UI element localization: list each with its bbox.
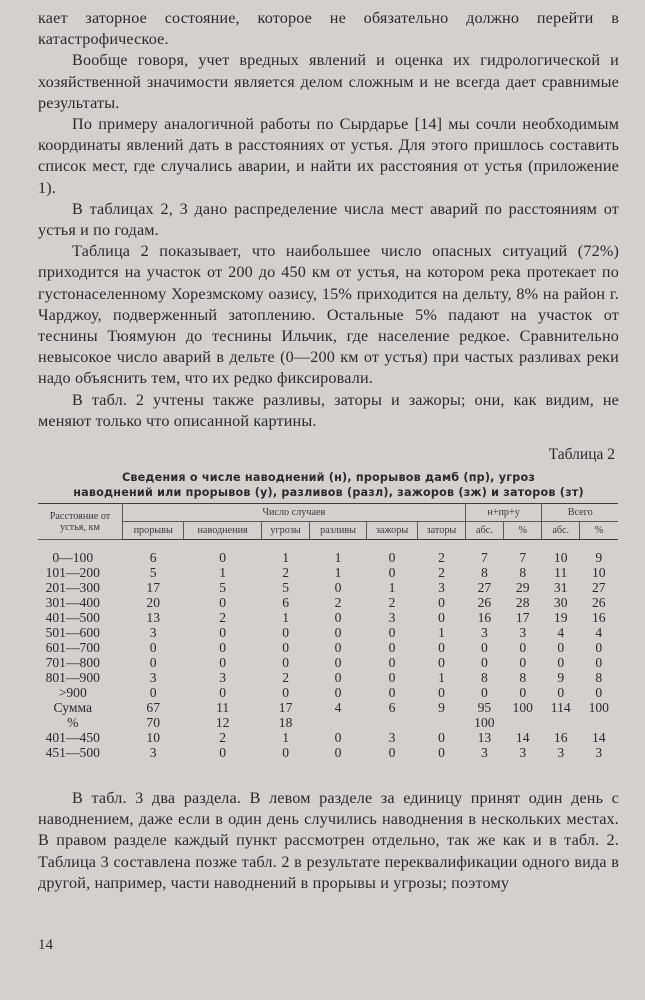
table-cell: 0 xyxy=(595,640,603,656)
table-cell: 6 xyxy=(149,550,157,566)
data-table xyxy=(38,503,618,760)
table-title-line: Сведения о числе наводнений (н), прорывов дамб (пр), угроз xyxy=(121,471,536,485)
table-cell: 0 xyxy=(438,640,445,656)
table-cell: 100 xyxy=(512,700,533,716)
table-cell: 0 xyxy=(480,655,488,671)
table-cell: 17 xyxy=(515,610,530,626)
table-cell: 0 xyxy=(519,655,527,671)
table-cell: 3 xyxy=(438,580,445,596)
table-cell: 2 xyxy=(219,730,227,746)
header-col: % xyxy=(580,522,618,540)
table-cell: 14 xyxy=(591,730,606,746)
table-row xyxy=(38,610,618,625)
table-cell: 0 xyxy=(149,655,157,671)
table-cell: 0 xyxy=(388,550,396,566)
row-distance: 501—600 xyxy=(45,625,100,641)
header-col: разливы xyxy=(310,522,366,540)
row-distance: 401—450 xyxy=(45,730,100,746)
table-row xyxy=(38,625,618,640)
table-cell: 0 xyxy=(557,655,565,671)
row-distance: % xyxy=(67,715,79,731)
table-cell: 1 xyxy=(334,550,342,566)
table-cell: 31 xyxy=(553,580,568,596)
table-cell: 7 xyxy=(480,550,488,566)
table-cell: 0 xyxy=(219,595,227,611)
table-cell: 27 xyxy=(591,580,606,596)
table-row xyxy=(38,745,618,760)
table-cell: 95 xyxy=(477,700,492,716)
table-cell: 0 xyxy=(334,685,342,701)
table-cell: 26 xyxy=(477,595,492,611)
header-col: прорывы xyxy=(123,522,184,540)
table-cell: 0 xyxy=(334,610,342,626)
table-cell: 17 xyxy=(278,700,293,716)
table-cell: 0 xyxy=(557,640,565,656)
table-cell: 11 xyxy=(216,700,230,716)
table-cell: 8 xyxy=(595,670,603,686)
table-row xyxy=(38,540,618,566)
table-cell: 7 xyxy=(519,550,527,566)
row-distance: 401—500 xyxy=(45,610,100,626)
table-title-line: наводнений или прорывов (у), разливов (разл), зажоров (зж) и заторов (зт) xyxy=(73,486,584,500)
table-cell: 100 xyxy=(474,715,495,731)
table-row xyxy=(38,700,618,715)
header-col: абс. xyxy=(465,522,503,540)
table-cell: 3 xyxy=(557,745,565,761)
table-cell: 0 xyxy=(334,730,342,746)
table-cell: 0 xyxy=(149,685,157,701)
table-cell: 12 xyxy=(215,715,230,731)
header-col: зажоры xyxy=(366,522,417,540)
table-cell: 6 xyxy=(388,700,396,716)
table-cell: 20 xyxy=(146,595,160,611)
table-cell: 8 xyxy=(519,670,527,686)
table-cell: 0 xyxy=(438,610,445,626)
table-cell: 0 xyxy=(334,745,342,761)
table-cell: 9 xyxy=(438,700,445,716)
table-cell: 0 xyxy=(388,625,396,641)
table-cell: 0 xyxy=(388,565,396,581)
table-cell: 26 xyxy=(591,595,606,611)
table-row xyxy=(38,670,618,685)
table-cell: 3 xyxy=(519,625,527,641)
table-cell: 0 xyxy=(388,655,396,671)
table-cell: 0 xyxy=(388,685,396,701)
table-row xyxy=(38,685,618,700)
table-cell: 3 xyxy=(219,670,227,686)
table-row xyxy=(38,595,618,610)
row-distance: Сумма xyxy=(53,700,92,716)
table-cell: 28 xyxy=(515,595,530,611)
table-cell: 3 xyxy=(480,745,488,761)
table-cell: 16 xyxy=(591,610,606,626)
table-cell: 1 xyxy=(282,610,289,626)
table-cell: 6 xyxy=(282,595,289,611)
table-cell: 5 xyxy=(282,580,289,596)
table-cell: 3 xyxy=(388,610,396,626)
table-cell: 100 xyxy=(588,700,609,716)
table-cell: 4 xyxy=(595,625,603,641)
table-cell: 3 xyxy=(519,745,527,761)
table-cell: 13 xyxy=(477,730,492,746)
table-cell: 0 xyxy=(282,625,289,641)
paragraph: По примеру аналогичной работы по Сырдарье [14] мы сочли необходимым координаты явлений дать в расстояниях от устья. Для этого пришлось составить список мест, где случались аварии, и найти их расстояния от устья (приложение 1). xyxy=(38,115,619,197)
table-cell: 114 xyxy=(550,700,571,716)
table-cell: 17 xyxy=(146,580,160,596)
table-caption: Таблица 2 xyxy=(548,446,615,464)
paragraph: В табл. 2 учтены также разливы, заторы и зажоры; они, как видим, не меняют только что описанной картины. xyxy=(38,390,619,430)
table-cell: 11 xyxy=(554,565,568,581)
table-cell: 27 xyxy=(477,580,492,596)
table-cell: 0 xyxy=(219,640,227,656)
paragraph: Таблица 2 показывает, что наибольшее число опасных ситуаций (72%) приходится на участок от 200 до 450 км от устья, на котором река протекает по густонаселенному Хорезмскому оазису, 15% приходится на дельту, 8% на район г. Чарджоу, подверженный затоплению. Остальные 5% падают на участок от теснины Тюямуюн до теснины Ильчик, где население редкое. Сравнительно невысокое число аварий в дельте (0—200 км от устья) при частых разливах реки надо объяснить тем, что их редко фиксировали. xyxy=(38,242,619,388)
table-title xyxy=(38,470,619,500)
table-cell: 19 xyxy=(553,610,568,626)
table-cell: 10 xyxy=(146,730,160,746)
table-cell xyxy=(504,715,542,730)
table-cell: 9 xyxy=(557,670,565,686)
table-cell: 0 xyxy=(438,685,445,701)
table-cell: 0 xyxy=(438,595,445,611)
table-cell: 1 xyxy=(388,580,396,596)
header-col: % xyxy=(504,522,542,540)
table-cell: 16 xyxy=(477,610,492,626)
table-cell: 2 xyxy=(438,550,445,566)
table-cell: 0 xyxy=(219,625,227,641)
table-cell: 9 xyxy=(595,550,603,566)
table-row xyxy=(38,655,618,670)
paragraph: В таблицах 2, 3 дано распределение числа мест аварий по расстояниям от устья и по годам. xyxy=(38,199,619,240)
table-cell: 2 xyxy=(282,670,289,686)
table-cell: 0 xyxy=(282,640,289,656)
table-cell: 0 xyxy=(438,730,445,746)
table-cell: 0 xyxy=(388,745,396,761)
table-cell: 3 xyxy=(149,625,157,641)
table-cell: 4 xyxy=(334,700,342,716)
table-cell xyxy=(366,715,417,730)
table-cell: 0 xyxy=(519,685,527,701)
table-row xyxy=(38,640,618,655)
table-cell: 0 xyxy=(282,655,289,671)
paragraph: кает заторное состояние, которое не обязательно должно перейти в катастрофическое. xyxy=(38,9,619,49)
header-col: наводнения xyxy=(184,522,261,540)
table-cell: 0 xyxy=(282,685,289,701)
table-cell: 3 xyxy=(388,730,396,746)
table-cell: 0 xyxy=(219,550,227,566)
row-distance: 0—100 xyxy=(52,550,94,566)
table-cell: 0 xyxy=(334,655,342,671)
table-cell: 1 xyxy=(438,670,445,686)
table-cell xyxy=(580,715,618,730)
row-distance: 801—900 xyxy=(45,670,100,686)
row-distance: 601—700 xyxy=(45,640,100,656)
row-distance: 701—800 xyxy=(45,655,100,671)
header-group-sum: н+пр+у xyxy=(465,504,542,522)
text-bottom xyxy=(38,788,619,894)
table-cell: 0 xyxy=(334,580,342,596)
table-cell: 0 xyxy=(480,640,488,656)
table-cell: 0 xyxy=(282,745,289,761)
paragraph: Вообще говоря, учет вредных явлений и оценка их гидрологической и хозяйственной значимости является делом сложным и не всегда дает сравнимые результаты. xyxy=(38,51,619,112)
table-cell: 0 xyxy=(388,640,396,656)
table-cell: 0 xyxy=(438,745,445,761)
header-group-total: Всего xyxy=(542,504,618,522)
table-row xyxy=(38,565,618,580)
table-cell: 1 xyxy=(438,625,445,641)
header-group-cases: Число случаев xyxy=(123,504,466,522)
text-top xyxy=(38,8,619,432)
table-cell: 0 xyxy=(595,685,603,701)
table-cell: 1 xyxy=(219,565,227,581)
table-cell: 0 xyxy=(219,745,227,761)
row-distance: 201—300 xyxy=(45,580,100,596)
table-cell: 14 xyxy=(515,730,530,746)
table-cell: 0 xyxy=(388,670,396,686)
table-cell: 2 xyxy=(282,565,289,581)
table-cell: 0 xyxy=(219,685,227,701)
row-distance: 301—400 xyxy=(45,595,100,611)
table-cell: 70 xyxy=(146,715,160,731)
table-body xyxy=(38,540,618,761)
table-cell: 3 xyxy=(480,625,488,641)
table-cell xyxy=(542,715,580,730)
table-cell: 8 xyxy=(480,565,488,581)
table-cell xyxy=(310,715,366,730)
header-col: угрозы xyxy=(261,522,309,540)
header-col: абс. xyxy=(542,522,580,540)
table-cell: 0 xyxy=(480,685,488,701)
table-cell: 16 xyxy=(553,730,568,746)
table-cell: 0 xyxy=(334,625,342,641)
table-cell: 3 xyxy=(149,670,157,686)
table-cell: 1 xyxy=(334,565,342,581)
table-cell: 8 xyxy=(519,565,527,581)
table-cell: 0 xyxy=(557,685,565,701)
table-cell: 0 xyxy=(149,640,157,656)
table-row xyxy=(38,715,618,730)
table-row xyxy=(38,730,618,745)
table-cell: 3 xyxy=(149,745,157,761)
table-cell: 0 xyxy=(219,655,227,671)
table-cell: 0 xyxy=(519,640,527,656)
table-cell: 8 xyxy=(480,670,488,686)
table-cell: 3 xyxy=(595,745,603,761)
table-cell: 18 xyxy=(278,715,293,731)
header-distance: Расстояние от устья, км xyxy=(38,504,123,540)
table-cell: 5 xyxy=(219,580,227,596)
table-cell: 2 xyxy=(334,595,342,611)
table-cell: 67 xyxy=(146,700,160,716)
table-cell: 2 xyxy=(438,565,445,581)
table-cell: 5 xyxy=(149,565,157,581)
table-cell: 2 xyxy=(388,595,396,611)
row-distance: >900 xyxy=(58,685,87,701)
table-cell: 1 xyxy=(282,730,289,746)
table-cell: 0 xyxy=(334,640,342,656)
table-row xyxy=(38,580,618,595)
row-distance: 101—200 xyxy=(45,565,100,581)
table-cell: 0 xyxy=(334,670,342,686)
table-cell: 4 xyxy=(557,625,565,641)
table-cell: 10 xyxy=(553,550,568,566)
row-distance: 451—500 xyxy=(45,745,100,761)
table-cell: 30 xyxy=(553,595,568,611)
table-cell: 10 xyxy=(591,565,606,581)
paragraph: В табл. 3 два раздела. В левом разделе за единицу принят один день с наводнением, даже если в один день случились наводнения в нескольких местах. В правом разделе каждый пункт рассмотрен отдельно, так же как и в табл. 2. Таблица 3 составлена позже табл. 2 в результате переквалификации одного вида в другой, например, части наводнений в прорывы и угрозы; поэтому xyxy=(38,789,619,892)
header-col: заторы xyxy=(418,522,465,540)
table-cell: 0 xyxy=(595,655,603,671)
page-number: 14 xyxy=(38,937,53,953)
table-cell: 29 xyxy=(515,580,530,596)
table-cell: 0 xyxy=(438,655,445,671)
table-cell: 1 xyxy=(282,550,289,566)
table-cell: 13 xyxy=(146,610,160,626)
table-cell xyxy=(418,715,465,730)
table-cell: 2 xyxy=(219,610,227,626)
